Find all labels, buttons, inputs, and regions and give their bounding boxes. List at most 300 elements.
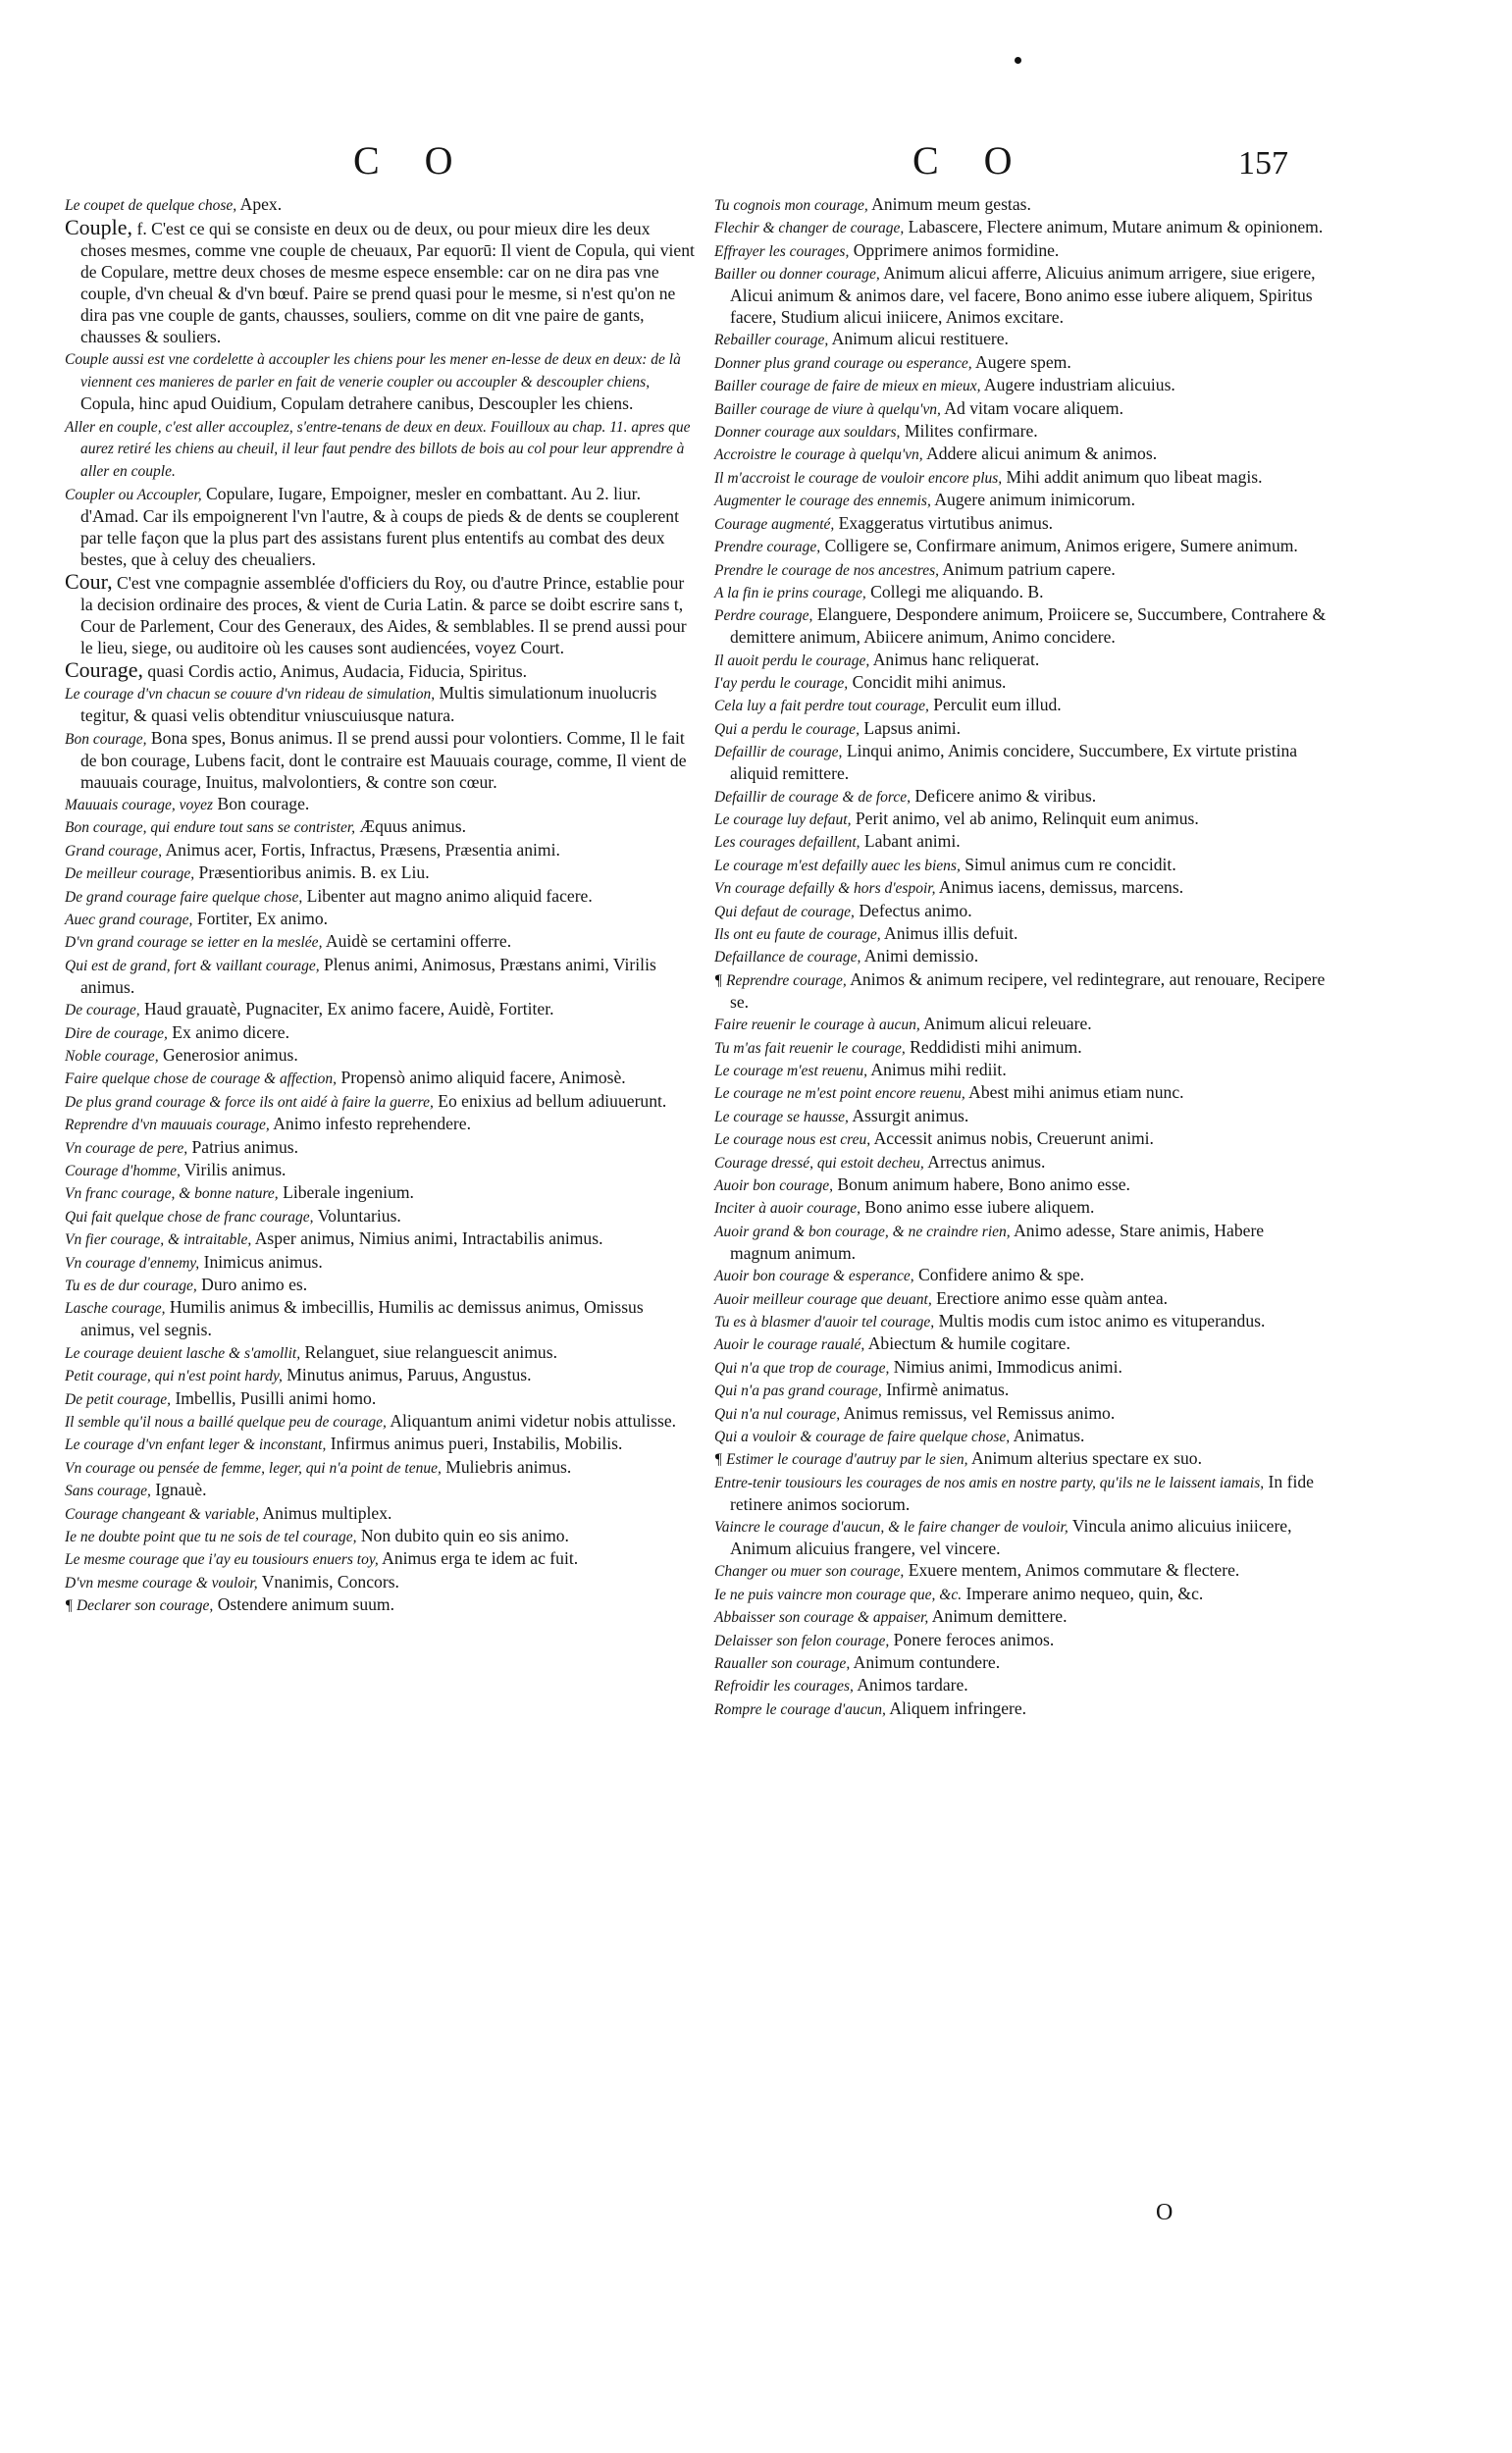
- entry-latin: Bon courage.: [213, 793, 310, 813]
- entry-headword: Ie ne doubte point que tu ne sois de tel courage,: [65, 1528, 357, 1545]
- entry-latin: Aliquem infringere.: [885, 1697, 1027, 1718]
- entry-headword: Il m'accroist le courage de vouloir encore plus,: [714, 469, 1003, 487]
- dictionary-entry: [714, 421, 1329, 444]
- entry-headword: Donner plus grand courage ou esperance,: [714, 354, 972, 372]
- entry-latin: Perit animo, vel ab animo, Relinquit eum animus.: [851, 808, 1199, 828]
- dictionary-entry: [65, 484, 698, 571]
- dictionary-entry: [714, 1221, 1329, 1265]
- entry-headword: Le courage d'vn chacun se couure d'vn rideau de simulation,: [65, 686, 436, 704]
- entry-headword: Raualler son courage,: [714, 1655, 851, 1672]
- entry-headword: Qui fait quelque chose de franc courage,: [65, 1208, 314, 1226]
- dictionary-entry: [65, 568, 698, 659]
- dictionary-entry: [65, 1182, 698, 1205]
- dictionary-entry: [65, 1297, 698, 1341]
- entry-latin: Perculit eum illud.: [928, 695, 1062, 715]
- entry-latin: Ponere feroces animos.: [889, 1629, 1055, 1649]
- dictionary-entry: [714, 513, 1329, 536]
- entry-latin: Ex animo dicere.: [167, 1021, 289, 1042]
- dictionary-entry: [714, 672, 1329, 695]
- entry-headword: Cour,: [65, 568, 113, 594]
- entry-headword: Dire de courage,: [65, 1024, 168, 1042]
- entry-latin: Voluntarius.: [313, 1205, 401, 1226]
- entry-latin: Animo adesse, Stare animis, Habere magnum animum.: [730, 1220, 1265, 1263]
- entry-latin: Animum alicui releuare.: [919, 1014, 1092, 1034]
- dictionary-entry: [65, 683, 698, 727]
- entry-headword: Defaillir de courage & de force,: [714, 788, 912, 806]
- dictionary-entry: [714, 490, 1329, 512]
- right-column: [714, 194, 1329, 1721]
- entry-latin: Collegi me aliquando. B.: [865, 581, 1044, 601]
- entry-latin: Imperare animo nequeo, quin, &c.: [962, 1583, 1204, 1603]
- dictionary-entry: [65, 416, 698, 484]
- dictionary-entry: [714, 1357, 1329, 1380]
- entry-headword: D'vn mesme courage & vouloir,: [65, 1574, 258, 1592]
- dictionary-entry: [714, 1106, 1329, 1128]
- entry-headword: Donner courage aux souldars,: [714, 424, 901, 442]
- dictionary-entry: [65, 955, 698, 999]
- entry-latin: Labascere, Flectere animum, Mutare animum & opinionem.: [904, 217, 1324, 237]
- left-running-head: C O: [353, 138, 471, 183]
- dictionary-entry: [65, 840, 698, 862]
- entry-latin: Animos & animum recipere, vel redintegrare, aut renouare, Recipere se.: [730, 968, 1326, 1012]
- entry-headword: Le courage m'est defailly auec les biens,: [714, 857, 961, 874]
- entry-latin: Assurgit animus.: [848, 1105, 969, 1125]
- entry-headword: Couple,: [65, 215, 133, 240]
- dictionary-entry: [714, 375, 1329, 397]
- dictionary-entry: [714, 1152, 1329, 1174]
- entry-latin: Animum alicui afferre, Alicuius animum arrigere, siue erigere, Alicui animum & animos dare, vel facere, Bono animo esse iubere aliquem, Spiritus facere, Studium alicui iniicere, Animos excitare.: [730, 263, 1316, 328]
- entry-latin: Accessit animus nobis, Creuerunt animi.: [870, 1128, 1154, 1149]
- entry-headword: Qui n'a pas grand courage,: [714, 1383, 882, 1400]
- left-column: [65, 194, 698, 1618]
- entry-latin: Arrectus animus.: [923, 1151, 1046, 1172]
- entry-latin: Abest mihi animus etiam nunc.: [965, 1082, 1184, 1103]
- entry-headword: Tu m'as fait reuenir le courage,: [714, 1039, 906, 1057]
- entry-latin: Aliquantum animi videtur nobis attulisse.: [386, 1410, 677, 1431]
- dictionary-entry: [714, 695, 1329, 717]
- entry-latin: Nimius animi, Immodicus animi.: [889, 1356, 1122, 1377]
- dictionary-entry: [714, 1060, 1329, 1082]
- entry-headword: Bailler courage de faire de mieux en mieux,: [714, 378, 981, 395]
- dictionary-entry: [65, 1137, 698, 1160]
- entry-headword: Vn courage defailly & hors d'espoir,: [714, 880, 936, 898]
- dictionary-entry: [714, 1448, 1329, 1471]
- entry-headword: Ie ne puis vaincre mon courage que, &c.: [714, 1586, 963, 1603]
- entry-headword: Augmenter le courage des ennemis,: [714, 493, 931, 510]
- entry-headword: Cela luy a fait perdre tout courage,: [714, 698, 929, 715]
- dictionary-entry: [714, 1403, 1329, 1426]
- entry-headword: Courage changeant & variable,: [65, 1505, 260, 1523]
- entry-latin: Mihi addit animum quo libeat magis.: [1002, 466, 1263, 487]
- dictionary-entry: [65, 1548, 698, 1571]
- dictionary-entry: [714, 1584, 1329, 1606]
- entry-latin: Addere alicui animum & animos.: [922, 444, 1158, 464]
- entry-latin: Ignauè.: [150, 1480, 207, 1500]
- dictionary-entry: [714, 604, 1329, 649]
- dictionary-entry: [65, 1388, 698, 1411]
- dictionary-entry: [65, 348, 698, 415]
- entry-latin: Animus acer, Fortis, Infractus, Præsens, Præsentia animi.: [162, 839, 560, 860]
- dictionary-entry: [714, 1128, 1329, 1151]
- entry-latin: Linqui animo, Animis concidere, Succumbere, Ex virtute pristina aliquid remittere.: [730, 741, 1298, 784]
- entry-latin: Animum meum gestas.: [867, 194, 1031, 214]
- dictionary-entry: [714, 1174, 1329, 1197]
- dictionary-entry: [65, 1068, 698, 1090]
- catchword: O: [1156, 2200, 1173, 2225]
- entry-headword: De plus grand courage & force ils ont aidé à faire la guerre,: [65, 1093, 434, 1111]
- entry-latin: Milites confirmare.: [900, 421, 1038, 442]
- entry-headword: Vn courage d'ennemy,: [65, 1254, 200, 1272]
- entry-headword: Courage dressé, qui estoit decheu,: [714, 1154, 924, 1172]
- dictionary-entry: [65, 659, 698, 683]
- dictionary-entry: [714, 650, 1329, 672]
- entry-latin: Exaggeratus virtutibus animus.: [834, 512, 1054, 533]
- entry-latin: Animum patrium capere.: [939, 558, 1116, 579]
- dictionary-entry: [714, 444, 1329, 466]
- entry-headword: Prendre courage,: [714, 539, 821, 556]
- entry-latin: Propensò animo aliquid facere, Animosè.: [337, 1068, 626, 1088]
- entry-headword: Il auoit perdu le courage,: [714, 652, 870, 669]
- dictionary-entry: [714, 1426, 1329, 1448]
- dictionary-entry: [714, 855, 1329, 877]
- entry-headword: Sans courage,: [65, 1483, 151, 1500]
- entry-headword: Delaisser son felon courage,: [714, 1632, 890, 1649]
- entry-headword: I'ay perdu le courage,: [714, 675, 849, 693]
- entry-headword: De grand courage faire quelque chose,: [65, 888, 303, 906]
- dictionary-entry: [65, 886, 698, 909]
- dictionary-entry: [65, 1228, 698, 1251]
- dictionary-entry: [714, 1516, 1329, 1560]
- entry-latin: Animo infesto reprehendere.: [269, 1114, 471, 1134]
- entry-headword: Qui n'a nul courage,: [714, 1405, 841, 1423]
- entry-headword: Changer ou muer son courage,: [714, 1563, 905, 1581]
- entry-latin: Asper animus, Nimius animi, Intractabilis animus.: [251, 1228, 603, 1249]
- entry-latin: Confidere animo & spe.: [913, 1265, 1085, 1285]
- entry-headword: Les courages defaillent,: [714, 834, 860, 852]
- dictionary-entry: [65, 1206, 698, 1228]
- dictionary-entry: [65, 1503, 698, 1526]
- dictionary-entry: [714, 1333, 1329, 1356]
- entry-latin: Bona spes, Bonus animus. Il se prend aussi pour volontiers. Comme, Il le fait de bon courage, Lubens facit, dont le contraire est Mauuais courage, comme, Il vient de mauuais courage, Inuitus, malvolontiers, & contre son cœur.: [80, 727, 687, 792]
- page-number: 157: [1238, 145, 1288, 182]
- dictionary-entry: [714, 582, 1329, 604]
- entry-latin: Inimicus animus.: [199, 1251, 323, 1272]
- dictionary-entry: [65, 1275, 698, 1297]
- entry-headword: Qui n'a que trop de courage,: [714, 1359, 890, 1377]
- entry-headword: Bailler courage de viure à quelqu'vn,: [714, 400, 941, 418]
- dictionary-entry: [65, 1160, 698, 1182]
- dictionary-entry: [714, 263, 1329, 329]
- dictionary-entry: [714, 217, 1329, 239]
- entry-latin: Simul animus cum re concidit.: [960, 854, 1176, 874]
- entry-latin: Animus multiplex.: [259, 1502, 392, 1523]
- ink-dot: [1015, 57, 1021, 64]
- dictionary-entry: [65, 794, 698, 816]
- entry-headword: Aller en couple, c'est aller accouplez, s'entre-tenans de deux en deux. Fouilloux au chap. 11. apres que aurez retiré les chiens au cheuil, il leur faut pendre des billots de bois au col pour leur apprendre à aller en couple.: [65, 418, 691, 481]
- entry-headword: Mauuais courage, voyez: [65, 796, 214, 813]
- entry-headword: Auoir grand & bon courage, & ne craindre rien,: [714, 1223, 1011, 1240]
- entry-headword: Le courage m'est reuenu,: [714, 1062, 867, 1079]
- entry-latin: Augere industriam alicuius.: [980, 375, 1175, 395]
- entry-latin: Animus illis defuit.: [880, 923, 1018, 943]
- entry-latin: Animum contundere.: [850, 1652, 1001, 1672]
- entry-latin: Fortiter, Ex animo.: [192, 909, 329, 928]
- entry-latin: In fide retinere animos sociorum.: [730, 1471, 1314, 1514]
- entry-headword: Le courage d'vn enfant leger & inconstant,: [65, 1436, 327, 1454]
- entry-headword: Faire quelque chose de courage & affection,: [65, 1070, 338, 1088]
- entry-latin: Ad vitam vocare aliquem.: [940, 397, 1124, 418]
- entry-headword: Le courage deuient lasche & s'amollit,: [65, 1344, 301, 1362]
- dictionary-entry: [65, 1022, 698, 1045]
- entry-latin: Multis modis cum istoc animo es vituperandus.: [934, 1310, 1266, 1331]
- entry-headword: Le courage nous est creu,: [714, 1131, 871, 1149]
- entry-headword: Bailler ou donner courage,: [714, 266, 880, 284]
- entry-headword: Vn fier courage, & intraitable,: [65, 1231, 252, 1249]
- entry-latin: Eo enixius ad bellum adiuuerunt.: [433, 1090, 667, 1111]
- dictionary-entry: [714, 398, 1329, 421]
- entry-headword: Auoir bon courage & esperance,: [714, 1268, 914, 1285]
- entry-latin: Animatus.: [1010, 1425, 1085, 1445]
- entry-headword: Vn courage de pere,: [65, 1139, 188, 1157]
- dictionary-entry: [65, 1091, 698, 1114]
- dictionary-entry: [714, 1014, 1329, 1036]
- dictionary-entry: [714, 877, 1329, 900]
- entry-headword: Noble courage,: [65, 1047, 159, 1065]
- entry-latin: Plenus animi, Animosus, Præstans animi, Virilis animus.: [80, 954, 656, 997]
- dictionary-entry: [714, 467, 1329, 490]
- entry-latin: Animus iacens, demissus, marcens.: [935, 877, 1184, 898]
- entry-latin: Bono animo esse iubere aliquem.: [860, 1197, 1095, 1218]
- entry-headword: Accroistre le courage à quelqu'vn,: [714, 446, 923, 464]
- entry-headword: Inciter à auoir courage,: [714, 1200, 860, 1218]
- entry-latin: Concidit mihi animus.: [848, 672, 1007, 693]
- entry-headword: De courage,: [65, 1002, 140, 1019]
- entry-latin: Opprimere animos formidine.: [849, 239, 1060, 260]
- dictionary-entry: [714, 718, 1329, 741]
- entry-latin: Multis simulationum inuolucris tegitur, & quasi velis obtenditur vniuscuiusque natura.: [80, 683, 657, 726]
- dictionary-entry: [65, 194, 698, 217]
- dictionary-entry: [714, 1606, 1329, 1629]
- entry-headword: ¶ Declarer son courage,: [65, 1597, 214, 1615]
- dictionary-entry: [714, 559, 1329, 582]
- entry-headword: Le courage se hausse,: [714, 1108, 849, 1125]
- entry-headword: Auoir meilleur courage que deuant,: [714, 1290, 932, 1308]
- entry-headword: Faire reuenir le courage à aucun,: [714, 1017, 920, 1034]
- entry-latin: Liberale ingenium.: [278, 1182, 414, 1203]
- entry-latin: Animus mihi rediit.: [866, 1059, 1007, 1079]
- entry-latin: Deficere animo & viribus.: [911, 785, 1097, 806]
- dictionary-entry: [714, 923, 1329, 946]
- entry-headword: Le courage luy defaut,: [714, 810, 852, 828]
- entry-latin: Animum demittere.: [928, 1606, 1068, 1627]
- entry-headword: Vaincre le courage d'aucun, & le faire changer de vouloir,: [714, 1519, 1069, 1537]
- entry-headword: Courage augmenté,: [714, 515, 835, 533]
- entry-headword: Auec grand courage,: [65, 912, 193, 928]
- dictionary-entry: [65, 1411, 698, 1434]
- entry-headword: Auoir le courage raualé,: [714, 1336, 865, 1354]
- entry-latin: Animus hanc reliquerat.: [869, 649, 1040, 669]
- entry-headword: Refroidir les courages,: [714, 1678, 854, 1696]
- dictionary-entry: [65, 1526, 698, 1548]
- dictionary-entry: [714, 831, 1329, 854]
- entry-latin: Vnanimis, Concors.: [257, 1571, 399, 1592]
- entry-headword: Courage d'homme,: [65, 1162, 181, 1179]
- dictionary-entry: [714, 901, 1329, 923]
- entry-latin: Copula, hinc apud Ouidium, Copulam detrahere canibus, Descoupler les chiens.: [80, 393, 634, 414]
- dictionary-entry: [714, 240, 1329, 263]
- dictionary-entry: [714, 741, 1329, 785]
- entry-latin: Augere animum inimicorum.: [930, 490, 1135, 510]
- dictionary-entry: [65, 816, 698, 839]
- entry-latin: Duro animo es.: [196, 1275, 308, 1294]
- dictionary-entry: [65, 1365, 698, 1387]
- entry-headword: Prendre le courage de nos ancestres,: [714, 561, 939, 579]
- entry-headword: Tu cognois mon courage,: [714, 197, 868, 214]
- entry-headword: Flechir & changer de courage,: [714, 220, 905, 237]
- entry-latin: Apex.: [236, 194, 283, 214]
- dictionary-entry: [65, 1252, 698, 1275]
- dictionary-entry: [714, 1652, 1329, 1675]
- entry-headword: Vn courage ou pensée de femme, leger, qui n'a point de tenue,: [65, 1459, 442, 1477]
- entry-latin: Animum alicui restituere.: [828, 329, 1009, 349]
- entry-latin: Generosior animus.: [158, 1044, 298, 1065]
- dictionary-entry: [714, 946, 1329, 968]
- dictionary-entry: [714, 1698, 1329, 1721]
- entry-headword: Perdre courage,: [714, 607, 813, 625]
- entry-headword: Reprendre d'vn mauuais courage,: [65, 1117, 270, 1134]
- entry-headword: Ils ont eu faute de courage,: [714, 926, 881, 943]
- entry-headword: Rompre le courage d'aucun,: [714, 1700, 886, 1718]
- entry-latin: Colligere se, Confirmare animum, Animos erigere, Sumere animum.: [820, 536, 1298, 556]
- entry-headword: Bon courage, qui endure tout sans se contrister,: [65, 819, 356, 837]
- dictionary-entry: [65, 1114, 698, 1136]
- entry-headword: Qui est de grand, fort & vaillant courage,: [65, 957, 320, 974]
- entry-latin: Humilis animus & imbecillis, Humilis ac demissus animus, Omissus animus, vel segnis.: [80, 1297, 644, 1340]
- entry-headword: Bon courage,: [65, 730, 147, 748]
- dictionary-entry: [714, 1630, 1329, 1652]
- dictionary-entry: [714, 194, 1329, 217]
- dictionary-entry: [65, 1434, 698, 1456]
- dictionary-entry: [714, 1311, 1329, 1333]
- entry-latin: Minutus animus, Paruus, Angustus.: [282, 1365, 532, 1385]
- entry-latin: Muliebris animus.: [441, 1456, 572, 1477]
- entry-latin: C'est vne compagnie assemblée d'officiers du Roy, ou d'autre Prince, establie pour la decision ordinaire des proces, & vient de Curia Latin. & parce se doibt escrire sans t, Cour de Parlement, Cour des Generaux, des Aides, & semblables. Il se prend aussi pour le lieu, siege, ou auditoire où les causes sont audiencées, voyez Court.: [80, 572, 687, 657]
- entry-headword: Lasche courage,: [65, 1300, 166, 1318]
- dictionary-entry: [65, 999, 698, 1021]
- entry-headword: De petit courage,: [65, 1390, 172, 1408]
- entry-latin: Erectiore animo esse quàm antea.: [931, 1287, 1169, 1308]
- dictionary-entry: [714, 1197, 1329, 1220]
- entry-latin: Relanguet, siue relanguescit animus.: [300, 1341, 557, 1362]
- entry-headword: Auoir bon courage,: [714, 1176, 833, 1194]
- entry-latin: Virilis animus.: [180, 1159, 287, 1179]
- entry-headword: A la fin ie prins courage,: [714, 584, 866, 601]
- entry-latin: Præsentioribus animis. B. ex Liu.: [194, 862, 430, 883]
- entry-headword: Rebailler courage,: [714, 332, 829, 349]
- entry-headword: Grand courage,: [65, 842, 163, 860]
- dictionary-entry: [714, 969, 1329, 1014]
- dictionary-entry: [65, 1457, 698, 1480]
- entry-headword: Defaillance de courage,: [714, 949, 861, 966]
- entry-latin: Copulare, Iugare, Empoigner, mesler en combattant. Au 2. liur. d'Amad. Car ils empoignerent l'vn l'autre, & à coups de pieds & de dents se couplerent par telle façon que la plus part des assistans furent plus ententifs au combat des deux bestes, que à celuy des cheualiers.: [80, 483, 679, 569]
- entry-headword: Couple aussi est vne cordelette à accoupler les chiens pour les mener en-lesse de deux en deux: de là viennent ces manieres de parler en fait de venerie coupler ou accoupler & descoupler chiens,: [65, 351, 681, 391]
- dictionary-entry: [65, 1572, 698, 1594]
- entry-headword: Qui a vouloir & courage de faire quelque chose,: [714, 1428, 1011, 1445]
- dictionary-entry: [65, 1342, 698, 1365]
- entry-latin: Augere spem.: [971, 351, 1071, 372]
- dictionary-entry: [65, 1594, 698, 1617]
- dictionary-entry: [714, 1288, 1329, 1311]
- entry-latin: quasi Cordis actio, Animus, Audacia, Fiducia, Spiritus.: [143, 661, 527, 682]
- entry-headword: Le courage ne m'est point encore reuenu,: [714, 1085, 965, 1103]
- entry-latin: f. C'est ce qui se consiste en deux ou de deux, ou pour mieux dire les deux choses mesmes, comme vne couple de cheuaux, Par equorū: Il vient de Copula, qui vient de Copulare, mettre deux choses de mesme espece ensemble: car on ne dira pas vne couple, d'vn cheual & d'vn bœuf. Paire se prend quasi pour le mesme, si n'est qu'on ne dira pas vne couple de gants, chausses, souliers, comme on dit vne paire de gants, chausses & souliers.: [80, 219, 695, 346]
- entry-latin: Haud grauatè, Pugnaciter, Ex animo facere, Auidè, Fortiter.: [139, 999, 554, 1019]
- dictionary-entry: [65, 931, 698, 954]
- entry-latin: Vincula animo alicuius iniicere, Animum alicuius frangere, vel vincere.: [730, 1516, 1292, 1558]
- dictionary-entry: [714, 1265, 1329, 1287]
- entry-latin: Lapsus animi.: [859, 717, 962, 738]
- entry-latin: Infirmè animatus.: [881, 1380, 1010, 1400]
- dictionary-entry: [65, 1480, 698, 1502]
- entry-latin: Libenter aut magno animo aliquid facere.: [302, 885, 593, 906]
- entry-headword: Defaillir de courage,: [714, 744, 843, 761]
- dictionary-entry: [714, 786, 1329, 809]
- entry-headword: Courage,: [65, 657, 144, 683]
- entry-latin: Patrius animus.: [187, 1136, 298, 1157]
- entry-latin: Reddidisti mihi animum.: [905, 1036, 1082, 1057]
- dictionary-entry: [714, 1675, 1329, 1697]
- entry-latin: Defectus animo.: [854, 900, 972, 920]
- entry-headword: Il semble qu'il nous a baillé quelque peu de courage,: [65, 1413, 387, 1431]
- entry-headword: Tu es à blasmer d'auoir tel courage,: [714, 1313, 935, 1331]
- dictionary-entry: [65, 862, 698, 885]
- entry-headword: Coupler ou Accoupler,: [65, 486, 202, 503]
- dictionary-entry: [714, 536, 1329, 558]
- dictionary-entry: [714, 1472, 1329, 1516]
- entry-headword: Effrayer les courages,: [714, 242, 850, 260]
- entry-latin: Abiectum & humile cogitare.: [864, 1333, 1070, 1354]
- entry-latin: Labant animi.: [860, 831, 961, 852]
- entry-headword: D'vn grand courage se ietter en la meslée,: [65, 934, 323, 952]
- entry-headword: Qui defaut de courage,: [714, 903, 855, 920]
- dictionary-entry: [714, 1380, 1329, 1402]
- entry-latin: Animus erga te idem ac fuit.: [378, 1548, 579, 1569]
- entry-latin: Æquus animus.: [355, 816, 466, 837]
- dictionary-entry: [714, 1082, 1329, 1105]
- entry-headword: Le coupet de quelque chose,: [65, 197, 237, 214]
- dictionary-entry: [714, 352, 1329, 375]
- entry-latin: Animus remissus, vel Remissus animo.: [840, 1402, 1116, 1423]
- entry-latin: Animos tardare.: [853, 1675, 968, 1696]
- entry-latin: Imbellis, Pusilli animi homo.: [171, 1387, 377, 1408]
- dictionary-entry: [714, 1037, 1329, 1060]
- entry-latin: Auidè se certamini offerre.: [322, 931, 512, 952]
- entry-latin: Bonum animum habere, Bono animo esse.: [832, 1174, 1130, 1194]
- entry-headword: De meilleur courage,: [65, 865, 195, 883]
- entry-headword: Vn franc courage, & bonne nature,: [65, 1185, 279, 1203]
- dictionary-entry: [65, 217, 698, 347]
- entry-headword: Petit courage, qui n'est point hardy,: [65, 1368, 283, 1385]
- dictionary-entry: [714, 1560, 1329, 1583]
- dictionary-entry: [65, 728, 698, 794]
- entry-latin: Infirmus animus pueri, Instabilis, Mobilis.: [326, 1434, 623, 1454]
- entry-latin: Ostendere animum suum.: [213, 1594, 395, 1615]
- entry-headword: ¶ Reprendre courage,: [714, 971, 847, 989]
- entry-headword: Qui a perdu le courage,: [714, 720, 860, 738]
- entry-headword: Tu es de dur courage,: [65, 1278, 197, 1294]
- entry-latin: Animum alterius spectare ex suo.: [967, 1448, 1202, 1469]
- dictionary-entry: [714, 329, 1329, 351]
